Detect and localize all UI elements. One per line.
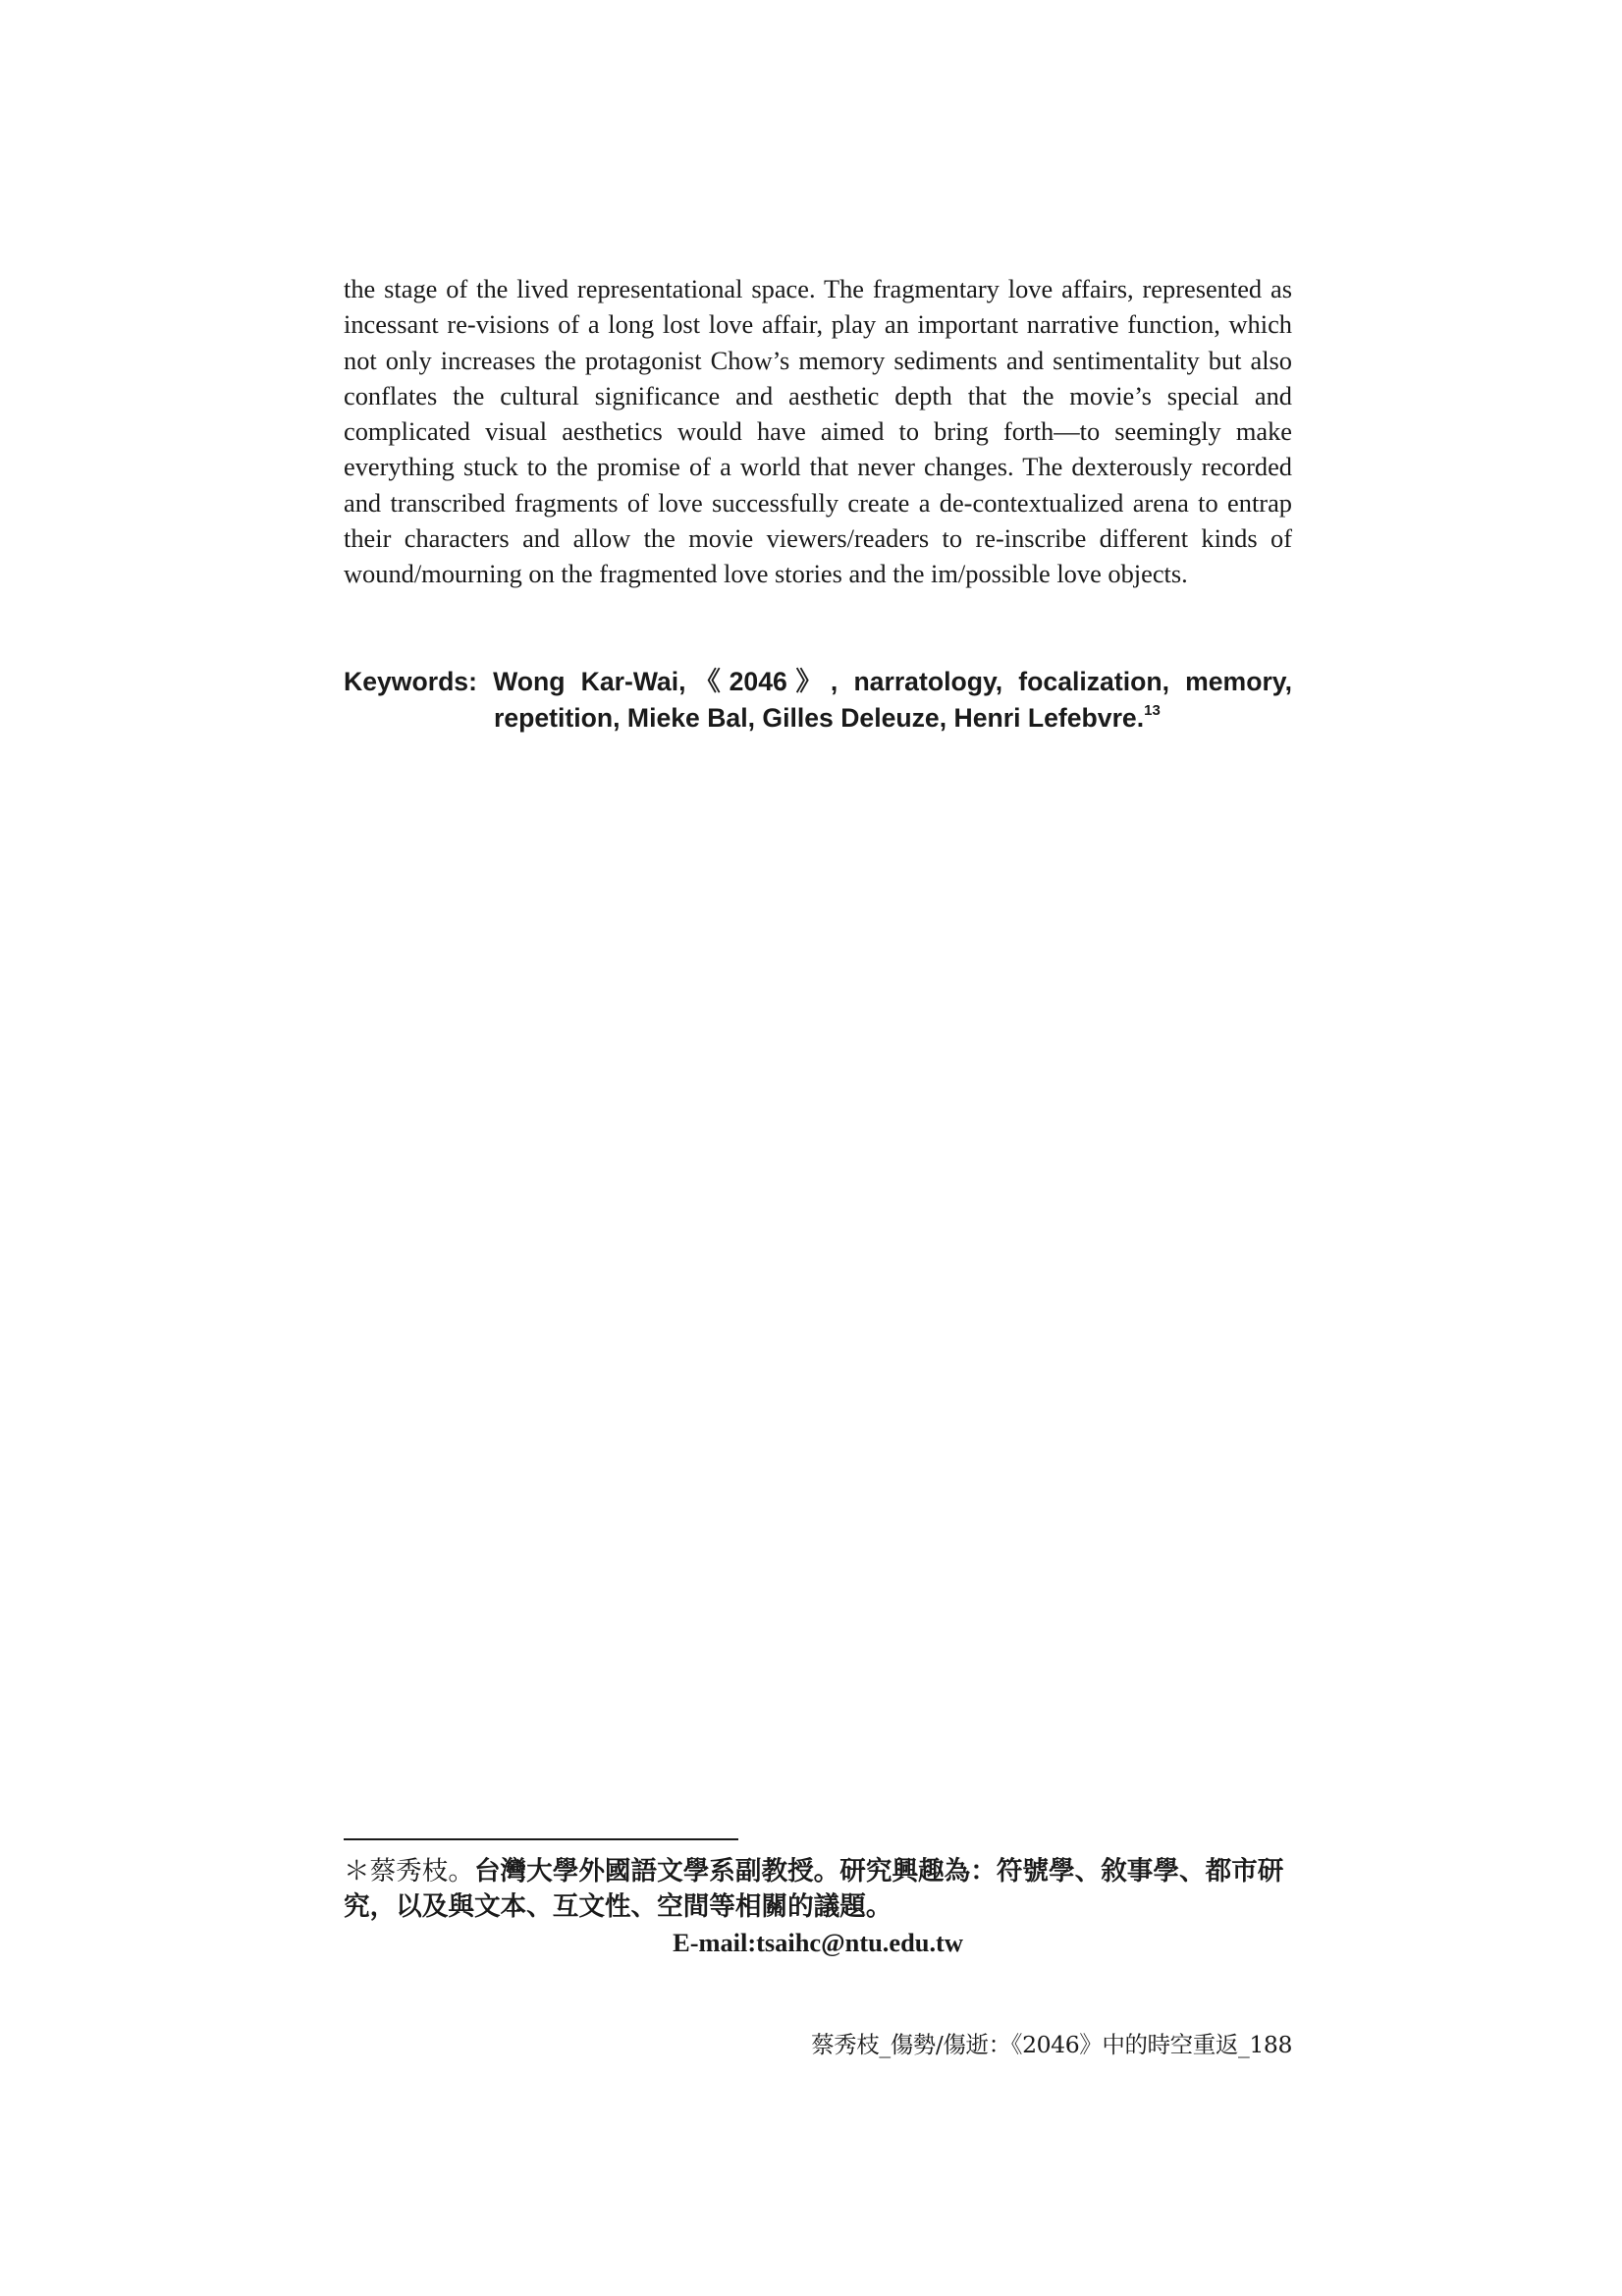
author-footnote (344, 1854, 1292, 1925)
author-email[interactable]: E-mail:tsaihc@ntu.edu.tw (673, 1928, 963, 1957)
keywords-line-2 (344, 700, 1292, 737)
keywords-line-1: Keywords: Wong Kar-Wai,《2046》, narratology, focalization, memory, (344, 667, 1292, 696)
footnote-author: ＊蔡秀枝。 (344, 1856, 474, 1886)
footnote-description: 台灣大學外國語文學系副教授。研究興趣為：符號學、敘事學、都市研究，以及與文本、互文性、空間等相關的議題。 (344, 1856, 1284, 1922)
keywords-block (344, 664, 1292, 737)
abstract-paragraph: the stage of the lived representational space. The fragmentary love affairs, represented as incessant re-visions of a long lost love affair, play an important narrative function, which not only increases the protagonist Chow’s memory sediments and sentimentality but also conflates the cultural significance and aesthetic depth that the movie’s special and complicated visual aesthetics would have aimed to bring forth—to seemingly make everything stuck to the promise of a world that never changes. The dexterously recorded and transcribed fragments of love successfully create a de-contextualized arena to entrap their characters and allow the movie viewers/readers to re-inscribe different kinds of wound/mourning on the fragmented love stories and the im/possible love objects. (344, 274, 1292, 589)
keywords-line-2-text: repetition, Mieke Bal, Gilles Deleuze, Henri Lefebvre. (494, 703, 1145, 733)
running-footer: 蔡秀枝_傷勢/傷逝：《2046》中的時空重返_188 (811, 2031, 1292, 2058)
footnote-marker[interactable]: 13 (1144, 702, 1161, 720)
footnote-divider (344, 1838, 738, 1840)
